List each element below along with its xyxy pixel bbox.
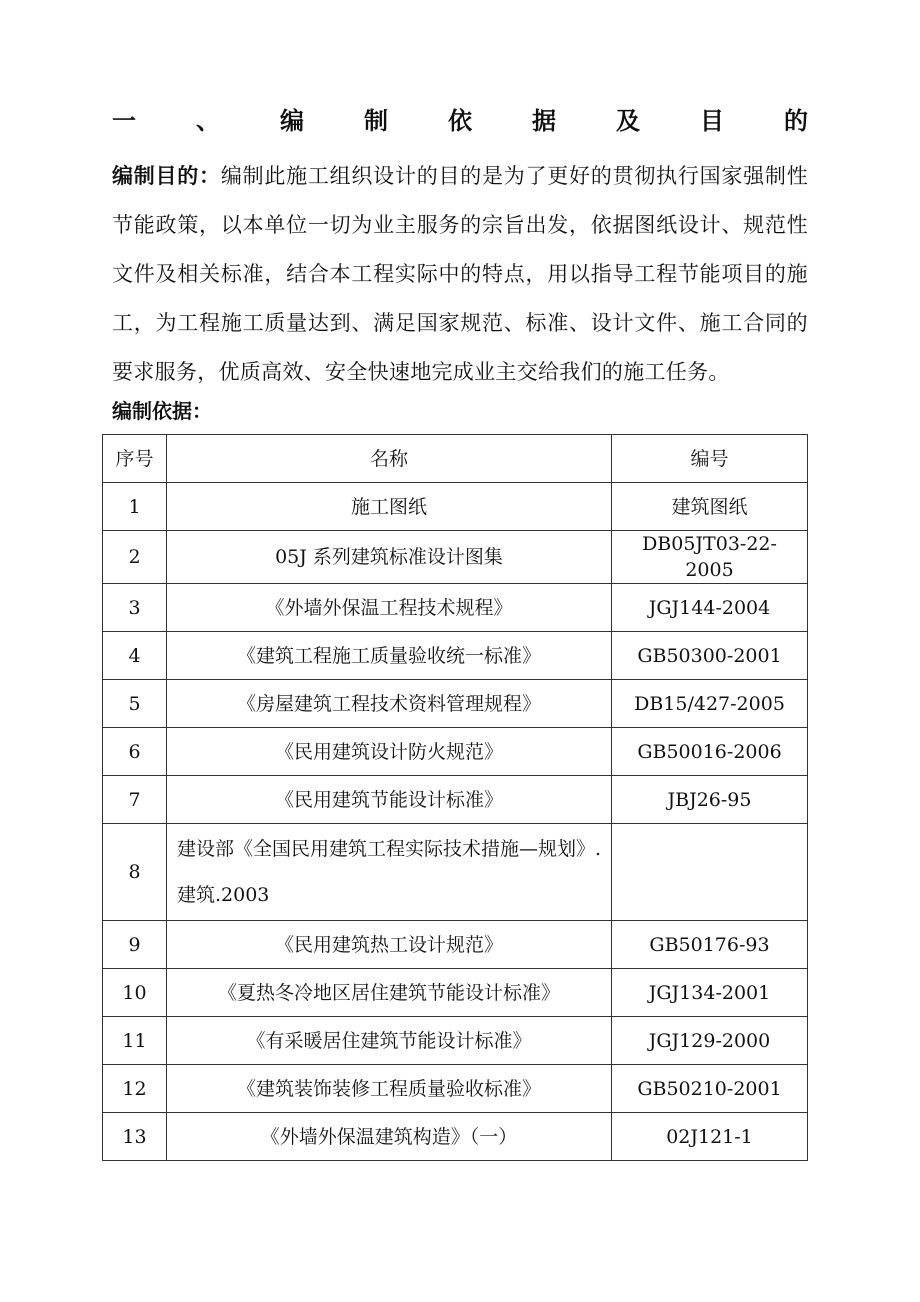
purpose-text: 编制此施工组织设计的目的是为了更好的贯彻执行国家强制性节能政策，以本单位一切为业主服务的宗旨出发，依据图纸设计、规范性文件及相关标准，结合本工程实际中的特点，用以指导工程节能项目的施工，为工程施工质量达到、满足国家规范、标准、设计文件、施工合同的要求服务，优质高效、安全快速地完成业主交给我们的施工任务。 [112,164,808,384]
cell-index: 4 [103,632,167,680]
cell-name: 《有采暖居住建筑节能设计标准》 [167,1017,612,1065]
table-row [103,1065,808,1113]
heading-char: 及 [616,107,640,135]
heading-char: 编 [280,107,304,135]
cell-name: 施工图纸 [167,483,612,531]
cell-name: 《建筑工程施工质量验收统一标准》 [167,632,612,680]
cell-index: 9 [103,921,167,969]
header-code: 编号 [612,435,808,483]
table-row [103,776,808,824]
cell-name: 《民用建筑热工设计规范》 [167,921,612,969]
cell-code: DB05JT03-22-2005 [612,531,808,584]
cell-code: 建筑图纸 [612,483,808,531]
cell-index: 2 [103,531,167,584]
section-heading [112,104,808,138]
cell-index: 10 [103,969,167,1017]
cell-code: JGJ129-2000 [612,1017,808,1065]
cell-name: 《建筑装饰装修工程质量验收标准》 [167,1065,612,1113]
table-row [103,531,808,584]
cell-code: GB50176-93 [612,921,808,969]
cell-name: 建设部《全国民用建筑工程实际技术措施—规划》.建筑.2003 [167,824,612,921]
table-row [103,969,808,1017]
heading-char: 目 [700,107,724,135]
table-row [103,483,808,531]
header-name: 名称 [167,435,612,483]
cell-code [612,824,808,921]
cell-code: DB15/427-2005 [612,680,808,728]
table-row [103,1017,808,1065]
cell-code: GB50016-2006 [612,728,808,776]
table-row [103,1113,808,1161]
cell-code: GB50210-2001 [612,1065,808,1113]
cell-name: 《外墙外保温工程技术规程》 [167,584,612,632]
heading-char: 据 [532,107,556,135]
basis-table [102,434,808,1161]
cell-index: 8 [103,824,167,921]
cell-index: 5 [103,680,167,728]
table-row [103,728,808,776]
heading-char: 制 [364,107,388,135]
cell-index: 6 [103,728,167,776]
heading-char: 依 [448,107,472,135]
cell-index: 12 [103,1065,167,1113]
cell-name: 《民用建筑设计防火规范》 [167,728,612,776]
heading-char: 、 [196,107,220,135]
cell-code: 02J121-1 [612,1113,808,1161]
cell-code: JGJ144-2004 [612,584,808,632]
cell-code: JBJ26-95 [612,776,808,824]
cell-index: 3 [103,584,167,632]
cell-code: GB50300-2001 [612,632,808,680]
table-header-row [103,435,808,483]
purpose-paragraph [112,152,808,397]
cell-name: 05J 系列建筑标准设计图集 [167,531,612,584]
cell-name: 《夏热冬冷地区居住建筑节能设计标准》 [167,969,612,1017]
table-row [103,632,808,680]
header-index: 序号 [103,435,167,483]
cell-index: 11 [103,1017,167,1065]
purpose-label: 编制目的： [112,164,221,188]
cell-index: 7 [103,776,167,824]
table-row [103,680,808,728]
table-row [103,921,808,969]
heading-char: 的 [784,107,808,135]
cell-name: 《民用建筑节能设计标准》 [167,776,612,824]
heading-char: 一 [112,107,136,135]
cell-code: JGJ134-2001 [612,969,808,1017]
cell-index: 1 [103,483,167,531]
table-row [103,584,808,632]
table-row [103,824,808,921]
cell-name: 《外墙外保温建筑构造》（一） [167,1113,612,1161]
basis-label: 编制依据： [112,399,212,423]
cell-name: 《房屋建筑工程技术资料管理规程》 [167,680,612,728]
cell-index: 13 [103,1113,167,1161]
